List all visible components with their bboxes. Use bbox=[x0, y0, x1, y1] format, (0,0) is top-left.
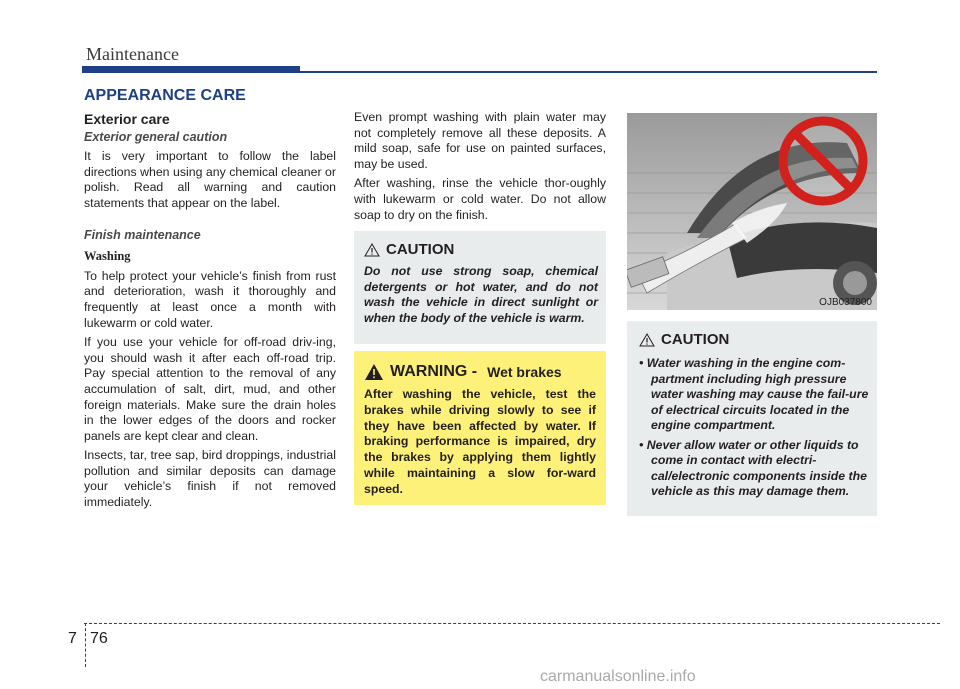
chapter-number: 7 bbox=[68, 630, 77, 647]
warning-title: WARNING - bbox=[390, 363, 478, 380]
caution-triangle-icon bbox=[364, 243, 380, 257]
warning-subtitle: Wet brakes bbox=[487, 364, 562, 380]
engine-photo-illustration bbox=[627, 113, 877, 310]
header-bar bbox=[82, 66, 300, 73]
general-caution-heading: Exterior general caution bbox=[84, 129, 228, 144]
header-rule bbox=[300, 71, 877, 73]
warning-box-wet-brakes bbox=[354, 351, 606, 505]
middle-paragraph-1: Even prompt washing with plain water may not completely remove all these deposits. A mild soap, safe for use on painted surfaces, may be used. bbox=[354, 110, 606, 171]
warning-text: After washing the vehicle, test the brakes while driving slowly to see if they have been affected by water. If braking performance is impaired, dry the brakes by applying them lightly while maintaining a slow for-ward speed. bbox=[364, 387, 596, 496]
middle-paragraph-2: After washing, rinse the vehicle thor-oughly with lukewarm or cold water. Do not allow soap to dry on the finish. bbox=[354, 176, 606, 222]
washing-paragraph-1: To help protect your vehicle’s finish from rust and deterioration, wash it thoroughly and frequently at least once a month with lukewarm or cold water. bbox=[84, 268, 336, 330]
caution-box-engine bbox=[627, 321, 877, 516]
watermark: carmanualsonline.info bbox=[540, 668, 696, 685]
image-code: OJB037800 bbox=[819, 297, 872, 308]
exterior-care-heading: Exterior care bbox=[84, 111, 170, 127]
washing-paragraph-3: Insects, tar, tree sap, bird droppings, industrial pollution and similar deposits can damage your vehicle’s finish if not removed immediately. bbox=[84, 448, 336, 510]
page-number: 76 bbox=[90, 630, 108, 647]
caution-triangle-icon bbox=[639, 333, 655, 347]
warning-triangle-icon bbox=[364, 363, 384, 381]
footer-divider bbox=[85, 623, 86, 667]
page-title: APPEARANCE CARE bbox=[84, 87, 246, 104]
caution-title: CAUTION bbox=[661, 331, 730, 348]
caution-list bbox=[639, 356, 869, 500]
caution-title: CAUTION bbox=[386, 241, 455, 258]
general-caution-text: It is very important to follow the label directions when using any chemical cleaner or polish. Read all warning and caution statements that appear on the label. bbox=[84, 149, 336, 210]
caution-list-item: • Water washing in the engine com-partment including high pressure water washing may cause the fail-ure of electrical circuits located in the engine compartment. bbox=[639, 356, 869, 432]
finish-maintenance-heading: Finish maintenance bbox=[84, 227, 201, 242]
column-left bbox=[84, 110, 336, 511]
washing-paragraph-2: If you use your vehicle for off-road driv-ing, you should wash it after each off-road trip. Pay special attention to the removal of any accumulation of salt, dirt, mud, and other foreign materials. Make sure the drain holes in the lower edges of the doors and rocker panels are kept clear and clean. bbox=[84, 335, 336, 443]
section-title: Maintenance bbox=[86, 44, 179, 64]
caution-text: Do not use strong soap, chemical detergents or hot water, and do not wash the vehicle in direct sunlight or when the body of the vehicle is warm. bbox=[364, 264, 598, 325]
footer-rule bbox=[84, 623, 940, 624]
column-middle bbox=[354, 110, 606, 223]
caution-box-soap bbox=[354, 231, 606, 344]
caution-list-item: • Never allow water or other liquids to come in contact with electri-cal/electronic components inside the vehicle as this may damage them. bbox=[639, 437, 867, 498]
washing-heading: Washing bbox=[84, 249, 131, 264]
engine-washing-photo bbox=[627, 113, 877, 310]
